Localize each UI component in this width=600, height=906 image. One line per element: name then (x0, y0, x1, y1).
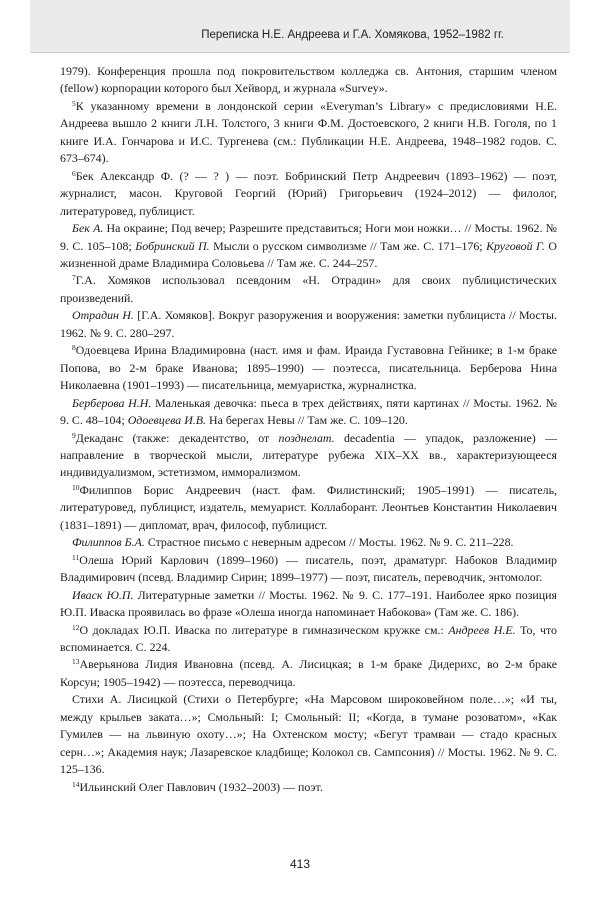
footnote-text: Маленькая девочка: пьеса в трех действиях, пяти картинах // Мосты. 1962. № 9. С. 48–104; (60, 395, 557, 428)
footnote-text: Бек Александр Ф. (? — ? ) — поэт. Бобринский Петр Андреевич (1893–1962) — поэт, журналист, масон. Круговой Георгий (Юрий) Григорьевич (1924–2012) — филолог, литературовед, публицист. (60, 168, 557, 218)
footnote-text: Страстное письмо с неверным адресом // Мосты. 1962. № 9. С. 211–228. (144, 535, 514, 550)
footnote-number: 9 (72, 430, 76, 440)
running-header-title: Переписка Н.Е. Андреева и Г.А. Хомякова, 1952–1982 гг. (201, 29, 504, 41)
citation-author: Филиппов Б.А. (72, 535, 145, 550)
footnote-number: 14 (72, 779, 80, 789)
footnote-text: Г.А. Хомяков использовал псевдоним «Н. Отрадин» для своих публицистических произведений. (60, 273, 557, 305)
footnote-continuation (60, 534, 557, 551)
citation-author: Андреев Н.Е. (448, 622, 516, 637)
citation-author: Бобринский П. (135, 238, 210, 253)
footnote-number: 10 (72, 482, 80, 492)
running-header (30, 0, 570, 53)
citation-author: позднелат. (278, 430, 335, 445)
footnote-text: Ильинский Олег Павлович (1932–2003) — поэт. (79, 779, 323, 794)
footnote-number: 13 (72, 657, 80, 667)
footnote-text: То, что вспоминается. С. 224. (60, 622, 557, 654)
footnote-8 (60, 342, 557, 394)
footnote-10 (60, 482, 557, 534)
citation-author: Берберова Н.Н. (72, 395, 152, 410)
footnote-text: Одоевцева Ирина Владимировна (наст. имя и фам. Ираида Густавовна Гейнике; в 1-м браке Попова, во 2-м браке Иванова; 1895–1990) — поэтесса, писательница. Берберова Нина Николаевна (1901–1993) — писательница, мемуаристка, журналистка. (60, 343, 557, 393)
footnote-number: 8 (72, 343, 76, 353)
footnote-text: О жизненной драме Владимира Соловьева // Там же. С. 244–257. (60, 238, 557, 270)
footnote-continuation (60, 395, 557, 430)
footnote-11 (60, 552, 557, 587)
citation-author: Иваск Ю.П. (72, 587, 134, 602)
footnote-9 (60, 430, 557, 482)
citation-author: Бек А. (72, 221, 104, 236)
footnote-number: 5 (72, 98, 76, 108)
footnote-text: На окраине; Под вечер; Разрешите представиться; Ноги мои ножки… // Мосты. 1962. № 9. С. 105–108; (60, 221, 558, 253)
footnote-13 (60, 656, 557, 691)
citation-author: Круговой Г. (486, 238, 545, 253)
footnote-number: 6 (72, 168, 76, 178)
footnote-number: 11 (72, 552, 80, 562)
footnote-6 (60, 168, 557, 220)
citation-author: Одоевцева И.В. (127, 413, 207, 428)
footnote-continuation (60, 587, 557, 622)
footnote-text: Олеша Юрий Карлович (1899–1960) — писатель, поэт, драматург. Набоков Владимир Владимирович (псевд. Владимир Сирин; 1899–1977) — поэт, писатель, переводчик, энтомолог. (60, 552, 557, 585)
footnote-continuation (60, 691, 557, 778)
footnote-continuation (60, 220, 557, 272)
citation-author: Отрадин Н. (72, 308, 134, 323)
footnote-7 (60, 272, 557, 307)
footnote-12 (60, 622, 557, 657)
footnote-text: К указанному времени в лондонской серии «Everyman’s Library» с предисловиями Н.Е. Андреева вышло 2 книги Л.Н. Толстого, 3 книги Ф.М. Достоевского, 2 книги Н.В. Гоголя, по 1 книге И.А. Гончарова и И.С. Тургенева (см.: Публикации Н.Е. Андреева, 1948–1982 годов. С. 673–674). (60, 98, 557, 166)
footnote-text: Литературные заметки // Мосты. 1962. № 9. С. 177–191. Наиболее ярко позиция Ю.П. Иваска проявилась во фразе «Олеша иногда напоминает Набокова» (Там же. С. 186). (60, 587, 557, 620)
footnote-14 (60, 779, 557, 796)
footnotes-body (60, 63, 557, 796)
footnote-text: [Г.А. Хомяков]. Вокруг разоружения и вооружения: заметки публициста // Мосты. 1962. № 9. С. 280–297. (60, 308, 557, 340)
page-number: 413 (289, 857, 311, 871)
footnote-text: Филиппов Борис Андреевич (наст. фам. Филистинский; 1905–1991) — писатель, литературовед, публицист, издатель, мемуарист. Коллаборант. Леонтьев Константин Николаевич (1831–1891) — дипломат, врач, философ, публицист. (60, 482, 557, 532)
footnote-text: Декаданс (также: декадентство, от (75, 430, 279, 445)
footnote-continuation (60, 63, 557, 98)
footnote-text: decadentia — упадок, разложение) — направление в творческой мысли, литературе рубежа XIX–XX вв., характеризующееся индивидуализмом, эстетизмом, имморализмом. (60, 430, 557, 480)
footnote-continuation (60, 307, 557, 342)
footnote-number: 7 (72, 273, 76, 283)
footnote-text: На берегах Невы // Там же. С. 109–120. (206, 413, 408, 428)
footnote-text: О докладах Ю.П. Иваска по литературе в гимназическом кружке см.: (79, 622, 449, 637)
footnote-text: Стихи А. Лисицкой (Стихи о Петербурге; «На Марсовом широковейном поле…»; «И ты, между крыльев заката…»; Смольный: I; Смольный: II; «Когда, в тумане розоватом», «Как Гумилев — на львиную охоту…»; На Охтенском мосту; «Бегут трамваи — стадо красных серн…»; Академия наук; Лазаревское кладбище; Колокол св. Сампсония) // Мосты. 1962. № 9. С. 125–136. (60, 692, 557, 777)
footnote-text: 1979). Конференция прошла под покровительством колледжа св. Антония, старшим членом (fellow) корпорации которого был Хейворд, и журнала «Survey». (60, 64, 557, 96)
footnote-5 (60, 98, 557, 168)
footnote-number: 12 (72, 622, 80, 632)
footnote-text: Аверьянова Лидия Ивановна (псевд. А. Лисицкая; в 1-м браке Дидерихс, во 2-м браке Корсун; 1905–1942) — поэтесса, переводчица. (60, 657, 557, 689)
footnote-text: Мысли о русском символизме // Там же. С. 171–176; (209, 238, 487, 253)
